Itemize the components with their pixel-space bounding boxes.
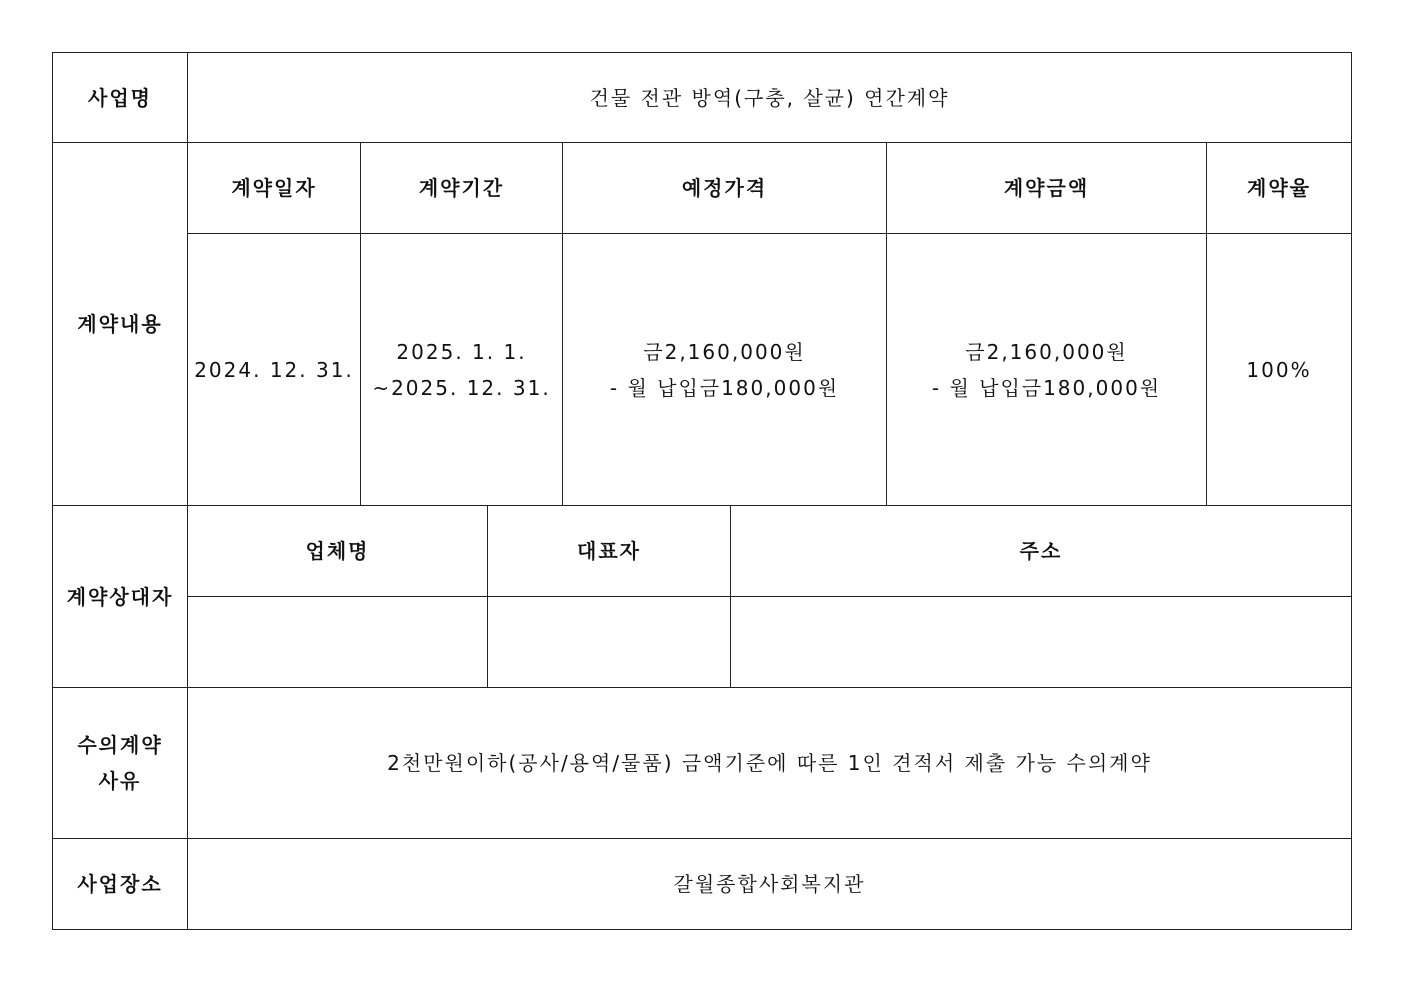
location-label-text: 사업장소 bbox=[77, 872, 163, 896]
contract-date-header bbox=[187, 142, 361, 234]
estimated-price-value bbox=[562, 233, 887, 506]
company-name-header-text: 업체명 bbox=[305, 539, 370, 563]
contract-date-header-text: 계약일자 bbox=[231, 176, 317, 200]
contract-period-end: ~2025. 12. 31. bbox=[372, 375, 551, 400]
location-value-text: 갈월종합사회복지관 bbox=[673, 872, 866, 896]
company-name-value bbox=[187, 596, 488, 688]
estimated-price-header-text: 예정가격 bbox=[681, 176, 768, 200]
contract-amount-header-text: 계약금액 bbox=[1003, 176, 1090, 200]
address-value bbox=[730, 596, 1352, 688]
project-name-label-text: 사업명 bbox=[88, 85, 152, 110]
contract-period-header bbox=[360, 142, 563, 234]
reason-label-line2: 사유 bbox=[98, 769, 142, 793]
contract-amount-value bbox=[886, 233, 1207, 506]
estimated-price-monthly: - 월 납입금180,000원 bbox=[609, 375, 840, 400]
project-name-label bbox=[52, 52, 188, 143]
address-header-text: 주소 bbox=[1019, 539, 1063, 563]
contract-rate-value-text: 100% bbox=[1246, 357, 1312, 382]
counterparty-label-text: 계약상대자 bbox=[66, 584, 174, 609]
estimated-price-total: 금2,160,000원 bbox=[643, 339, 806, 364]
project-name-value bbox=[187, 52, 1352, 143]
reason-value bbox=[187, 687, 1352, 839]
contract-amount-header bbox=[886, 142, 1207, 234]
reason-label bbox=[52, 687, 188, 839]
contract-rate-value bbox=[1206, 233, 1352, 506]
representative-value bbox=[487, 596, 731, 688]
contract-amount-total: 금2,160,000원 bbox=[965, 339, 1128, 364]
counterparty-label bbox=[52, 505, 188, 688]
contract-table bbox=[52, 52, 1352, 930]
contract-amount-lines bbox=[932, 334, 1161, 406]
contract-period-start: 2025. 1. 1. bbox=[396, 339, 527, 364]
reason-value-text: 2천만원이하(공사/용역/물품) 금액기준에 따른 1인 견적서 제출 가능 수의계약 bbox=[387, 751, 1152, 775]
contract-details-label bbox=[52, 142, 188, 506]
contract-period-lines bbox=[372, 334, 550, 406]
location-value bbox=[187, 838, 1352, 930]
contract-period-header-text: 계약기간 bbox=[418, 176, 505, 200]
representative-header bbox=[487, 505, 731, 597]
address-header bbox=[730, 505, 1352, 597]
contract-period-value bbox=[360, 233, 563, 506]
estimated-price-header bbox=[562, 142, 887, 234]
contract-rate-header bbox=[1206, 142, 1352, 234]
contract-amount-monthly: - 월 납입금180,000원 bbox=[931, 375, 1162, 400]
location-label bbox=[52, 838, 188, 930]
reason-label-line1: 수의계약 bbox=[77, 733, 163, 757]
contract-date-value bbox=[187, 233, 361, 506]
representative-header-text: 대표자 bbox=[577, 539, 641, 563]
company-name-header bbox=[187, 505, 488, 597]
contract-details-label-text: 계약내용 bbox=[77, 312, 163, 336]
project-name-value-text: 건물 전관 방역(구충, 살균) 연간계약 bbox=[589, 85, 950, 110]
contract-rate-header-text: 계약율 bbox=[1247, 176, 1311, 200]
contract-date-value-text: 2024. 12. 31. bbox=[194, 357, 354, 382]
reason-label-lines bbox=[77, 727, 162, 799]
estimated-price-lines bbox=[610, 334, 839, 406]
